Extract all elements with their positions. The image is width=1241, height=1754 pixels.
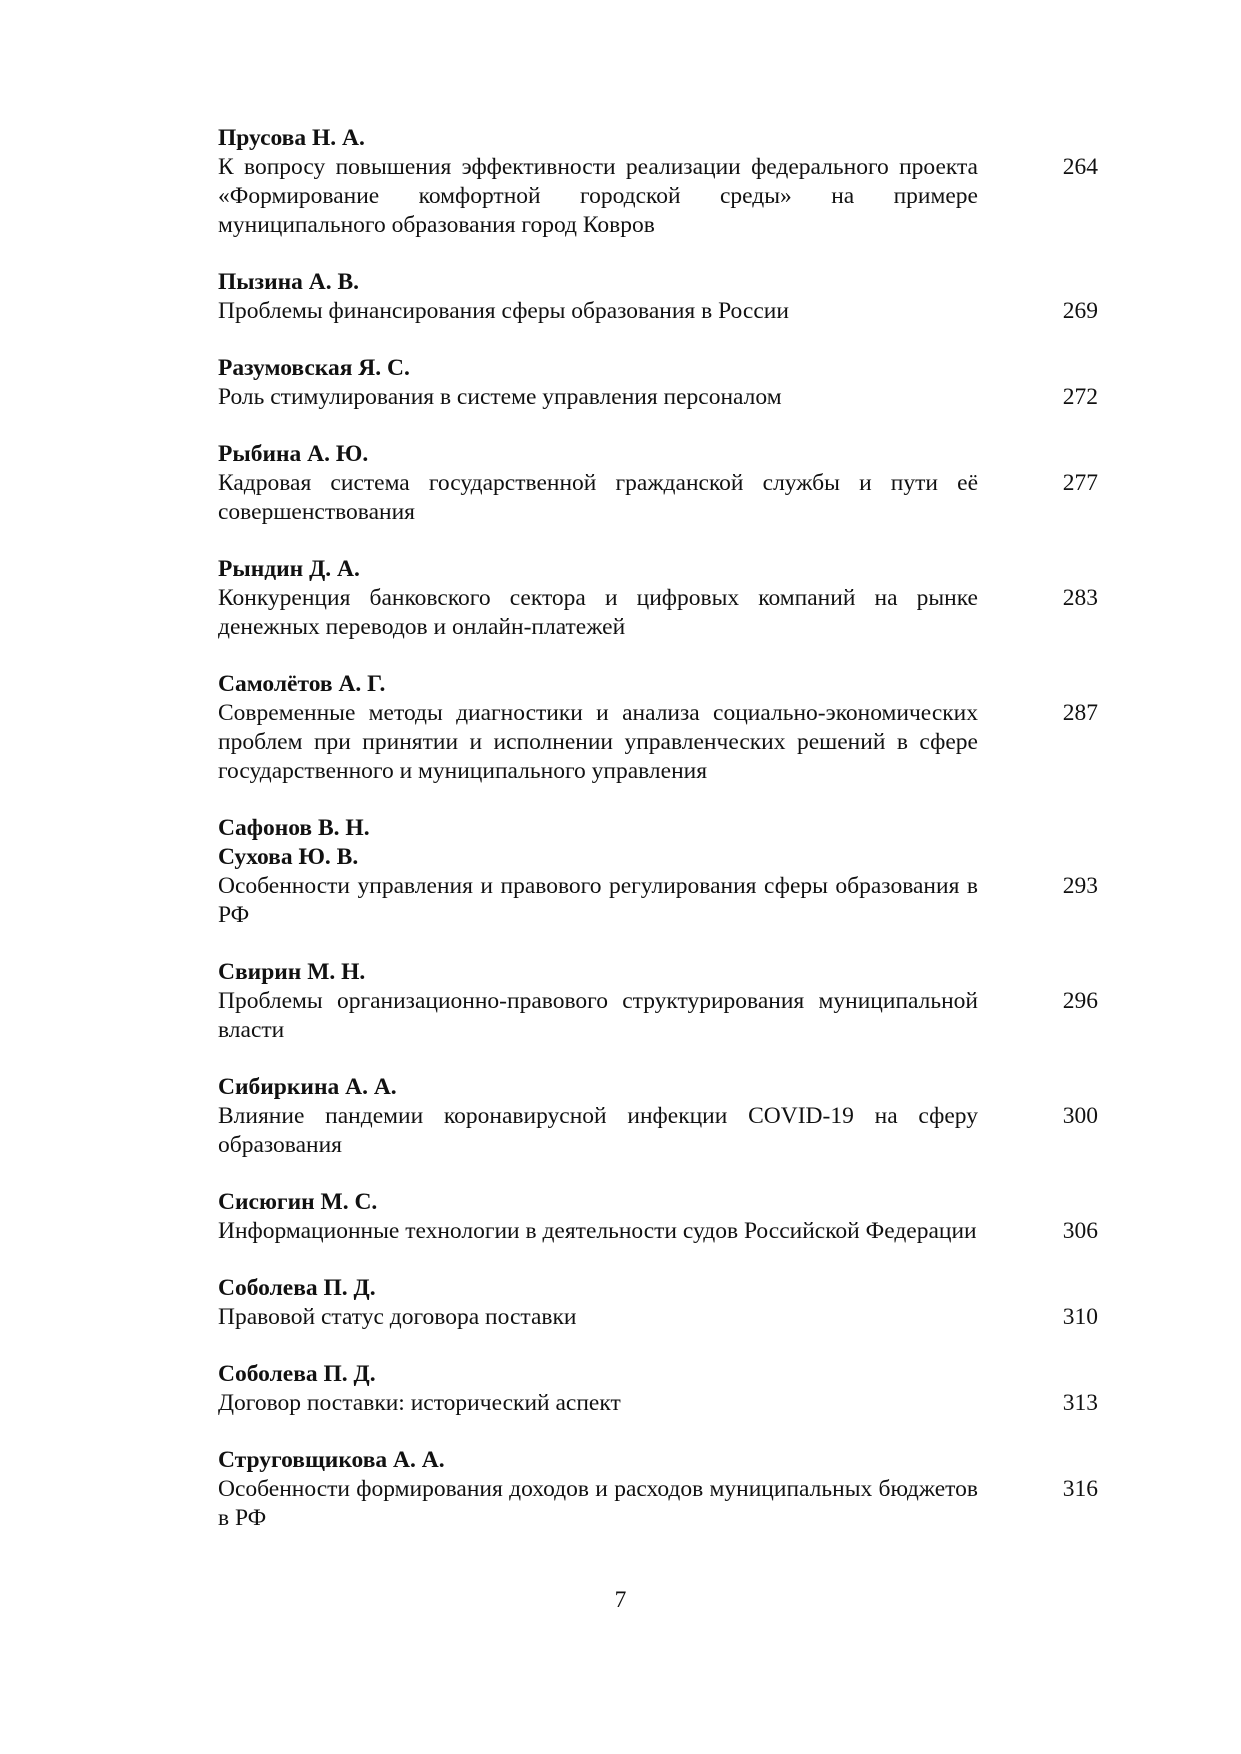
entry-author: Разумовская Я. С. [218,355,410,381]
toc-entry [218,440,1098,527]
entry-author: Самолётов А. Г. [218,671,386,697]
toc-entry [218,814,1098,930]
entry-page-number: 287 [1062,700,1098,726]
entry-title: Особенности формирования доходов и расходов муниципальных бюджетов в РФ [218,1476,978,1531]
entry-title: Особенности управления и правового регулирования сферы образования в РФ [218,873,978,928]
entry-row [218,153,1098,240]
toc-entry [218,268,1098,326]
entry-page-number: 272 [1062,384,1098,410]
entry-row [218,584,1098,642]
entry-title: Информационные технологии в деятельности судов Российской Федерации [218,1218,977,1244]
entry-author: Соболева П. Д. [218,1275,376,1301]
table-of-contents [218,124,1098,1561]
toc-entry [218,1073,1098,1160]
entry-title: Договор поставки: исторический аспект [218,1390,621,1416]
entry-author: Сухова Ю. В. [218,844,359,870]
entry-page-number: 310 [1062,1304,1098,1330]
entry-author: Прусова Н. А. [218,125,365,151]
toc-entry [218,354,1098,412]
footer-page-number: 7 [614,1587,627,1613]
entry-page-number: 296 [1062,988,1098,1014]
entry-author: Струговщикова А. А. [218,1447,445,1473]
entry-title: Влияние пандемии коронавирусной инфекции COVID-19 на сферу образования [218,1103,978,1158]
entry-row [218,1389,1098,1418]
entry-title: Проблемы финансирования сферы образования в России [218,298,789,324]
entry-row [218,699,1098,786]
toc-entry [218,1360,1098,1418]
entry-page-number: 277 [1062,470,1098,496]
toc-entry [218,124,1098,240]
entry-page-number: 264 [1062,154,1098,180]
toc-entry [218,670,1098,786]
entry-author: Рындин Д. А. [218,556,360,582]
entry-row [218,1102,1098,1160]
entry-title: Роль стимулирования в системе управления персоналом [218,384,782,410]
toc-entry [218,958,1098,1045]
toc-entry [218,1274,1098,1332]
entry-row [218,872,1098,930]
entry-page-number: 283 [1062,585,1098,611]
entry-row [218,1303,1098,1332]
entry-title: Кадровая система государственной гражданской службы и пути её совершенствования [218,470,978,525]
entry-title: К вопросу повышения эффективности реализации федерального проекта «Формирование комфортной городской среды» на примере муниципального образования город Ковров [218,154,978,238]
entry-row [218,987,1098,1045]
entry-row [218,383,1098,412]
entry-page-number: 300 [1062,1103,1098,1129]
page-footer [0,1586,1241,1615]
entry-page-number: 313 [1062,1390,1098,1416]
entry-author: Сафонов В. Н. [218,815,370,841]
entry-title: Конкуренция банковского сектора и цифровых компаний на рынке денежных переводов и онлайн-платежей [218,585,978,640]
entry-title: Проблемы организационно-правового структурирования муниципальной власти [218,988,978,1043]
toc-entry [218,1188,1098,1246]
toc-entry [218,1446,1098,1533]
entry-author: Сисюгин М. С. [218,1189,378,1215]
entry-row [218,297,1098,326]
entry-author: Соболева П. Д. [218,1361,376,1387]
entry-page-number: 316 [1062,1476,1098,1502]
entry-row [218,469,1098,527]
entry-row [218,1217,1098,1246]
entry-author: Свирин М. Н. [218,959,366,985]
entry-row [218,1475,1098,1533]
entry-author: Рыбина А. Ю. [218,441,369,467]
entry-title: Современные методы диагностики и анализа социально-экономических проблем при принятии и исполнении управленческих решений в сфере государственного и муниципального управления [218,700,978,784]
entry-author: Пызина А. В. [218,269,360,295]
entry-page-number: 269 [1062,298,1098,324]
entry-title: Правовой статус договора поставки [218,1304,577,1330]
entry-page-number: 293 [1062,873,1098,899]
entry-page-number: 306 [1062,1218,1098,1244]
toc-entry [218,555,1098,642]
entry-author: Сибиркина А. А. [218,1074,397,1100]
